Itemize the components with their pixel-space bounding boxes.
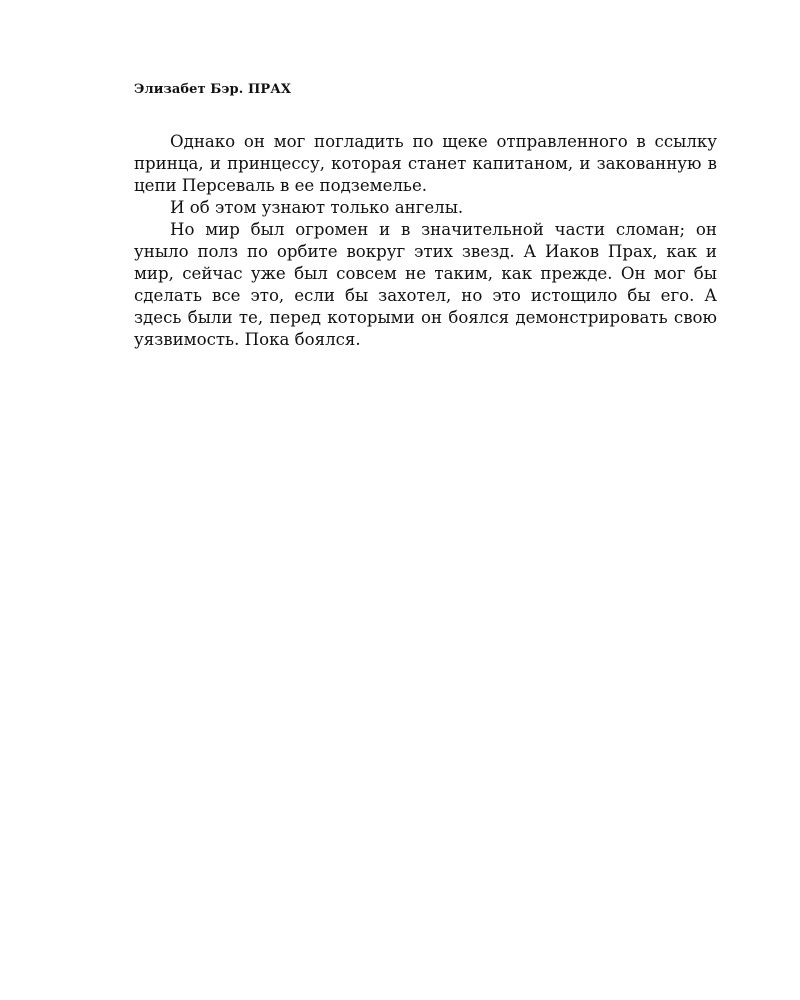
running-head: Элизабет Бэр. ПРАХ [134, 82, 292, 97]
paragraph: Однако он мог погладить по щеке отправленного в ссылку принца, и принцессу, которая станет капитаном, и закованную в цепи Персеваль в ее подземелье. [134, 132, 717, 195]
body-text [134, 131, 717, 351]
paragraph: И об этом узнают только ангелы. [170, 198, 464, 217]
paragraph: Но мир был огромен и в значительной части сломан; он уныло полз по орбите вокруг этих звезд. А Иаков Прах, как и мир, сейчас уже был совсем не таким, как прежде. Он мог бы сделать все это, если бы захотел, но это истощило бы его. А здесь были те, перед которыми он боялся демонстрировать свою уязвимость. Пока боялся. [134, 220, 717, 349]
